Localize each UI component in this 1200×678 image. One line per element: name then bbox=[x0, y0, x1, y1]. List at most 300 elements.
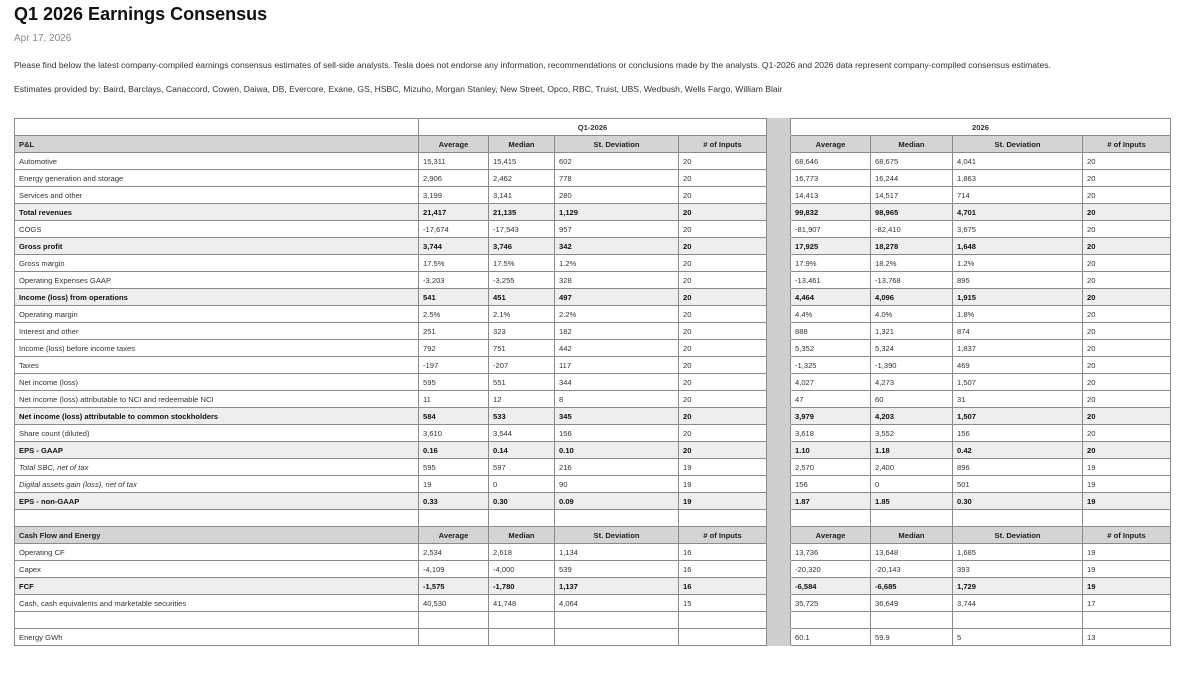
q1-median-value: 0.14 bbox=[489, 442, 555, 459]
section-title: Cash Flow and Energy bbox=[15, 527, 419, 544]
publish-date: Apr 17, 2026 bbox=[14, 33, 72, 44]
row-label: Net income (loss) bbox=[15, 374, 419, 391]
row-label: Share count (diluted) bbox=[15, 425, 419, 442]
table-row bbox=[15, 459, 1171, 476]
fy-std-deviation-value: 4,701 bbox=[953, 204, 1083, 221]
row-label: EPS - GAAP bbox=[15, 442, 419, 459]
fy-average-value: 17,925 bbox=[791, 238, 871, 255]
fy-input-count-value: 19 bbox=[1083, 544, 1171, 561]
q1-input-count-value: 19 bbox=[679, 493, 767, 510]
table-row bbox=[15, 323, 1171, 340]
q1-input-count-value: 20 bbox=[679, 323, 767, 340]
fy-median-value: 4.0% bbox=[871, 306, 953, 323]
fy-input-count-value: 17 bbox=[1083, 595, 1171, 612]
fy-average-value: 4,027 bbox=[791, 374, 871, 391]
fy-median-value: 4,273 bbox=[871, 374, 953, 391]
q1-std-deviation-value: 90 bbox=[555, 476, 679, 493]
row-label: Gross profit bbox=[15, 238, 419, 255]
fy-std-deviation-value: 1,915 bbox=[953, 289, 1083, 306]
fy-median-value: 18.2% bbox=[871, 255, 953, 272]
empty-cell bbox=[679, 612, 767, 629]
q1-median-value: 3,544 bbox=[489, 425, 555, 442]
q1-average-value bbox=[419, 629, 489, 646]
q1-median-value bbox=[489, 629, 555, 646]
column-header: # of Inputs bbox=[679, 136, 767, 153]
q1-median-value: 323 bbox=[489, 323, 555, 340]
q1-input-count-value: 20 bbox=[679, 442, 767, 459]
fy-input-count-value: 20 bbox=[1083, 374, 1171, 391]
fy-average-value: -6,584 bbox=[791, 578, 871, 595]
row-label: Operating Expenses GAAP bbox=[15, 272, 419, 289]
row-label: COGS bbox=[15, 221, 419, 238]
empty-cell bbox=[15, 510, 419, 527]
fy-median-value: 68,675 bbox=[871, 153, 953, 170]
column-header: Median bbox=[489, 527, 555, 544]
q1-average-value: -4,109 bbox=[419, 561, 489, 578]
column-gap bbox=[767, 204, 791, 221]
column-gap bbox=[767, 459, 791, 476]
fy-input-count-value: 20 bbox=[1083, 306, 1171, 323]
fy-average-value: 60.1 bbox=[791, 629, 871, 646]
fy-std-deviation-value: 1,648 bbox=[953, 238, 1083, 255]
q1-average-value: 792 bbox=[419, 340, 489, 357]
column-gap bbox=[767, 323, 791, 340]
row-label: Taxes bbox=[15, 357, 419, 374]
table-row bbox=[15, 391, 1171, 408]
q1-median-value: 597 bbox=[489, 459, 555, 476]
column-gap bbox=[767, 391, 791, 408]
fy-average-value: -20,320 bbox=[791, 561, 871, 578]
fy-std-deviation-value: 1,507 bbox=[953, 374, 1083, 391]
column-gap bbox=[767, 255, 791, 272]
fy-median-value: 1.18 bbox=[871, 442, 953, 459]
fy-input-count-value: 20 bbox=[1083, 442, 1171, 459]
table-row bbox=[15, 476, 1171, 493]
fy-std-deviation-value: 31 bbox=[953, 391, 1083, 408]
q1-input-count-value: 20 bbox=[679, 425, 767, 442]
fy-average-value: 3,979 bbox=[791, 408, 871, 425]
section-header-row bbox=[15, 527, 1171, 544]
fy-median-value: 4,096 bbox=[871, 289, 953, 306]
q1-average-value: 3,610 bbox=[419, 425, 489, 442]
q1-median-value: 17.5% bbox=[489, 255, 555, 272]
q1-median-value: -1,780 bbox=[489, 578, 555, 595]
fy-average-value: 2,570 bbox=[791, 459, 871, 476]
q1-input-count-value: 20 bbox=[679, 170, 767, 187]
page-title: Q1 2026 Earnings Consensus bbox=[14, 4, 268, 24]
q1-average-value: 3,199 bbox=[419, 187, 489, 204]
fy-median-value: 16,244 bbox=[871, 170, 953, 187]
fy-input-count-value: 20 bbox=[1083, 238, 1171, 255]
q1-average-value: -1,575 bbox=[419, 578, 489, 595]
fy-input-count-value: 20 bbox=[1083, 323, 1171, 340]
table-row bbox=[15, 544, 1171, 561]
row-label: Total revenues bbox=[15, 204, 419, 221]
estimates-provided-by: Estimates provided by: Baird, Barclays, Canaccord, Cowen, Daiwa, DB, Evercore, Exane, GS, HSBC, Mizuho, Morgan Stanley, New Street, Opco, RBC, Truist, UBS, Wedbush, Wells Fargo, William Blair bbox=[14, 84, 783, 94]
q1-input-count-value: 16 bbox=[679, 578, 767, 595]
q1-std-deviation-value: 497 bbox=[555, 289, 679, 306]
q1-average-value: 2,534 bbox=[419, 544, 489, 561]
fy-input-count-value: 20 bbox=[1083, 204, 1171, 221]
q1-input-count-value: 20 bbox=[679, 340, 767, 357]
q1-input-count-value: 19 bbox=[679, 476, 767, 493]
q1-average-value: 251 bbox=[419, 323, 489, 340]
q1-average-value: 11 bbox=[419, 391, 489, 408]
fy-median-value: -20,143 bbox=[871, 561, 953, 578]
q1-median-value: 2.1% bbox=[489, 306, 555, 323]
fy-median-value: 3,552 bbox=[871, 425, 953, 442]
fy-std-deviation-value: 156 bbox=[953, 425, 1083, 442]
fy-average-value: 16,773 bbox=[791, 170, 871, 187]
fy-median-value: 1.85 bbox=[871, 493, 953, 510]
q1-median-value: -17,543 bbox=[489, 221, 555, 238]
q1-average-value: 595 bbox=[419, 374, 489, 391]
fy-average-value: -1,325 bbox=[791, 357, 871, 374]
row-label: Net income (loss) attributable to common stockholders bbox=[15, 408, 419, 425]
q1-input-count-value bbox=[679, 629, 767, 646]
fy-average-value: 1.87 bbox=[791, 493, 871, 510]
column-gap bbox=[767, 306, 791, 323]
q1-input-count-value: 20 bbox=[679, 238, 767, 255]
q1-input-count-value: 20 bbox=[679, 374, 767, 391]
q1-median-value: -4,000 bbox=[489, 561, 555, 578]
column-gap bbox=[767, 170, 791, 187]
q1-std-deviation-value: 344 bbox=[555, 374, 679, 391]
q1-input-count-value: 15 bbox=[679, 595, 767, 612]
group-spacer-cell bbox=[15, 119, 419, 136]
table-row bbox=[15, 357, 1171, 374]
column-gap bbox=[767, 544, 791, 561]
q1-std-deviation-value: 0.10 bbox=[555, 442, 679, 459]
q1-median-value: -3,255 bbox=[489, 272, 555, 289]
q1-input-count-value: 20 bbox=[679, 306, 767, 323]
spacer-row bbox=[15, 510, 1171, 527]
q1-median-value: 551 bbox=[489, 374, 555, 391]
column-gap bbox=[767, 612, 791, 629]
column-gap bbox=[767, 595, 791, 612]
fy-std-deviation-value: 1,863 bbox=[953, 170, 1083, 187]
q1-std-deviation-value: 280 bbox=[555, 187, 679, 204]
q1-input-count-value: 20 bbox=[679, 255, 767, 272]
column-header: Average bbox=[419, 136, 489, 153]
fy-std-deviation-value: 896 bbox=[953, 459, 1083, 476]
group-label-q1-2026: Q1-2026 bbox=[419, 119, 767, 136]
table-row bbox=[15, 629, 1171, 646]
empty-cell bbox=[15, 612, 419, 629]
table-row bbox=[15, 289, 1171, 306]
fy-average-value: 35,725 bbox=[791, 595, 871, 612]
column-gap bbox=[767, 357, 791, 374]
fy-average-value: 888 bbox=[791, 323, 871, 340]
column-header: Average bbox=[791, 136, 871, 153]
fy-std-deviation-value: 1,837 bbox=[953, 340, 1083, 357]
q1-average-value: -197 bbox=[419, 357, 489, 374]
q1-input-count-value: 16 bbox=[679, 561, 767, 578]
column-gap bbox=[767, 136, 791, 153]
table-row bbox=[15, 374, 1171, 391]
q1-std-deviation-value: 2.2% bbox=[555, 306, 679, 323]
row-label: Operating CF bbox=[15, 544, 419, 561]
q1-average-value: 17.5% bbox=[419, 255, 489, 272]
row-label: Cash, cash equivalents and marketable securities bbox=[15, 595, 419, 612]
q1-average-value: 541 bbox=[419, 289, 489, 306]
q1-input-count-value: 19 bbox=[679, 459, 767, 476]
table-row bbox=[15, 493, 1171, 510]
q1-std-deviation-value: 1,129 bbox=[555, 204, 679, 221]
column-header: Median bbox=[489, 136, 555, 153]
q1-std-deviation-value: 1.2% bbox=[555, 255, 679, 272]
consensus-table-body bbox=[15, 119, 1171, 646]
fy-average-value: 5,352 bbox=[791, 340, 871, 357]
q1-median-value: 3,746 bbox=[489, 238, 555, 255]
empty-cell bbox=[871, 510, 953, 527]
row-label: Gross margin bbox=[15, 255, 419, 272]
column-gap bbox=[767, 561, 791, 578]
fy-std-deviation-value: 1,729 bbox=[953, 578, 1083, 595]
table-row bbox=[15, 204, 1171, 221]
row-label: Automotive bbox=[15, 153, 419, 170]
fy-median-value: -82,410 bbox=[871, 221, 953, 238]
q1-average-value: 2.5% bbox=[419, 306, 489, 323]
q1-average-value: -3,203 bbox=[419, 272, 489, 289]
fy-input-count-value: 20 bbox=[1083, 187, 1171, 204]
fy-median-value: 60 bbox=[871, 391, 953, 408]
fy-std-deviation-value: 1.8% bbox=[953, 306, 1083, 323]
row-label: Net income (loss) attributable to NCI and redeemable NCI bbox=[15, 391, 419, 408]
table-row bbox=[15, 221, 1171, 238]
q1-average-value: 3,744 bbox=[419, 238, 489, 255]
table-row bbox=[15, 170, 1171, 187]
column-gap bbox=[767, 510, 791, 527]
q1-median-value: 0.30 bbox=[489, 493, 555, 510]
q1-median-value: 15,415 bbox=[489, 153, 555, 170]
fy-std-deviation-value: 874 bbox=[953, 323, 1083, 340]
q1-std-deviation-value: 539 bbox=[555, 561, 679, 578]
group-label-2026: 2026 bbox=[791, 119, 1171, 136]
q1-median-value: 0 bbox=[489, 476, 555, 493]
q1-median-value: 2,462 bbox=[489, 170, 555, 187]
column-header: St. Deviation bbox=[555, 136, 679, 153]
q1-median-value: 3,141 bbox=[489, 187, 555, 204]
column-gap bbox=[767, 493, 791, 510]
row-label: Income (loss) before income taxes bbox=[15, 340, 419, 357]
empty-cell bbox=[871, 612, 953, 629]
fy-std-deviation-value: 501 bbox=[953, 476, 1083, 493]
fy-average-value: 68,646 bbox=[791, 153, 871, 170]
fy-input-count-value: 20 bbox=[1083, 425, 1171, 442]
section-title: P&L bbox=[15, 136, 419, 153]
fy-std-deviation-value: 1,507 bbox=[953, 408, 1083, 425]
empty-cell bbox=[791, 612, 871, 629]
table-row bbox=[15, 238, 1171, 255]
q1-average-value: 40,530 bbox=[419, 595, 489, 612]
table-row bbox=[15, 272, 1171, 289]
q1-median-value: 533 bbox=[489, 408, 555, 425]
column-header: # of Inputs bbox=[679, 527, 767, 544]
q1-average-value: 0.16 bbox=[419, 442, 489, 459]
table-row bbox=[15, 153, 1171, 170]
row-label: Income (loss) from operations bbox=[15, 289, 419, 306]
fy-std-deviation-value: 0.30 bbox=[953, 493, 1083, 510]
row-label: FCF bbox=[15, 578, 419, 595]
fy-input-count-value: 20 bbox=[1083, 357, 1171, 374]
empty-cell bbox=[419, 510, 489, 527]
fy-std-deviation-value: 1.2% bbox=[953, 255, 1083, 272]
fy-average-value: 1.10 bbox=[791, 442, 871, 459]
fy-median-value: 36,649 bbox=[871, 595, 953, 612]
q1-input-count-value: 20 bbox=[679, 357, 767, 374]
fy-median-value: 98,965 bbox=[871, 204, 953, 221]
empty-cell bbox=[489, 510, 555, 527]
fy-input-count-value: 20 bbox=[1083, 255, 1171, 272]
q1-average-value: 2,906 bbox=[419, 170, 489, 187]
row-label: EPS - non-GAAP bbox=[15, 493, 419, 510]
q1-median-value: 12 bbox=[489, 391, 555, 408]
q1-std-deviation-value: 442 bbox=[555, 340, 679, 357]
column-gap bbox=[767, 289, 791, 306]
q1-input-count-value: 20 bbox=[679, 153, 767, 170]
fy-input-count-value: 20 bbox=[1083, 391, 1171, 408]
column-gap bbox=[767, 476, 791, 493]
empty-cell bbox=[1083, 612, 1171, 629]
empty-cell bbox=[419, 612, 489, 629]
table-row bbox=[15, 408, 1171, 425]
q1-input-count-value: 20 bbox=[679, 187, 767, 204]
q1-std-deviation-value: 182 bbox=[555, 323, 679, 340]
fy-median-value: -13,768 bbox=[871, 272, 953, 289]
fy-input-count-value: 20 bbox=[1083, 289, 1171, 306]
fy-median-value: 59.9 bbox=[871, 629, 953, 646]
column-gap bbox=[767, 340, 791, 357]
empty-cell bbox=[953, 612, 1083, 629]
table-row bbox=[15, 306, 1171, 323]
column-gap bbox=[767, 374, 791, 391]
column-header: Median bbox=[871, 136, 953, 153]
q1-std-deviation-value: 602 bbox=[555, 153, 679, 170]
q1-std-deviation-value: 1,134 bbox=[555, 544, 679, 561]
row-label: Operating margin bbox=[15, 306, 419, 323]
fy-average-value: 156 bbox=[791, 476, 871, 493]
q1-average-value: 584 bbox=[419, 408, 489, 425]
fy-input-count-value: 13 bbox=[1083, 629, 1171, 646]
consensus-table bbox=[14, 118, 1171, 646]
fy-average-value: 4.4% bbox=[791, 306, 871, 323]
empty-cell bbox=[953, 510, 1083, 527]
column-gap bbox=[767, 238, 791, 255]
q1-input-count-value: 20 bbox=[679, 408, 767, 425]
empty-cell bbox=[679, 510, 767, 527]
column-gap bbox=[767, 527, 791, 544]
q1-std-deviation-value: 345 bbox=[555, 408, 679, 425]
fy-median-value: 2,400 bbox=[871, 459, 953, 476]
fy-input-count-value: 19 bbox=[1083, 578, 1171, 595]
fy-input-count-value: 20 bbox=[1083, 221, 1171, 238]
q1-median-value: 21,135 bbox=[489, 204, 555, 221]
fy-std-deviation-value: 714 bbox=[953, 187, 1083, 204]
column-header: Median bbox=[871, 527, 953, 544]
fy-average-value: 99,832 bbox=[791, 204, 871, 221]
q1-std-deviation-value: 957 bbox=[555, 221, 679, 238]
fy-median-value: 1,321 bbox=[871, 323, 953, 340]
column-header: # of Inputs bbox=[1083, 527, 1171, 544]
intro-paragraph: Please find below the latest company-compiled earnings consensus estimates of sell-side analysts. Tesla does not endorse any information, recommendations or conclusions made by the analysts. Q1-2026 and 2026 data represent company-compiled consensus estimates. bbox=[14, 60, 1051, 70]
column-header: Average bbox=[419, 527, 489, 544]
fy-input-count-value: 19 bbox=[1083, 561, 1171, 578]
row-label: Capex bbox=[15, 561, 419, 578]
q1-std-deviation-value bbox=[555, 629, 679, 646]
q1-std-deviation-value: 342 bbox=[555, 238, 679, 255]
section-header-row bbox=[15, 136, 1171, 153]
q1-average-value: 21,417 bbox=[419, 204, 489, 221]
q1-median-value: 451 bbox=[489, 289, 555, 306]
empty-cell bbox=[555, 510, 679, 527]
row-label: Interest and other bbox=[15, 323, 419, 340]
fy-std-deviation-value: 1,685 bbox=[953, 544, 1083, 561]
fy-median-value: -1,390 bbox=[871, 357, 953, 374]
fy-average-value: -81,907 bbox=[791, 221, 871, 238]
q1-median-value: 2,618 bbox=[489, 544, 555, 561]
fy-std-deviation-value: 895 bbox=[953, 272, 1083, 289]
fy-input-count-value: 19 bbox=[1083, 493, 1171, 510]
q1-std-deviation-value: 216 bbox=[555, 459, 679, 476]
column-gap bbox=[767, 272, 791, 289]
fy-median-value: 0 bbox=[871, 476, 953, 493]
table-row bbox=[15, 578, 1171, 595]
fy-median-value: 5,324 bbox=[871, 340, 953, 357]
q1-std-deviation-value: 8 bbox=[555, 391, 679, 408]
column-gap bbox=[767, 408, 791, 425]
q1-average-value: 19 bbox=[419, 476, 489, 493]
q1-average-value: 0.33 bbox=[419, 493, 489, 510]
fy-std-deviation-value: 3,675 bbox=[953, 221, 1083, 238]
q1-input-count-value: 20 bbox=[679, 289, 767, 306]
q1-std-deviation-value: 328 bbox=[555, 272, 679, 289]
spacer-row bbox=[15, 612, 1171, 629]
fy-input-count-value: 20 bbox=[1083, 408, 1171, 425]
column-header: # of Inputs bbox=[1083, 136, 1171, 153]
q1-median-value: -207 bbox=[489, 357, 555, 374]
column-header: Average bbox=[791, 527, 871, 544]
fy-std-deviation-value: 469 bbox=[953, 357, 1083, 374]
q1-input-count-value: 20 bbox=[679, 221, 767, 238]
q1-std-deviation-value: 4,064 bbox=[555, 595, 679, 612]
q1-std-deviation-value: 778 bbox=[555, 170, 679, 187]
table-row bbox=[15, 187, 1171, 204]
row-label: Digital assets gain (loss), net of tax bbox=[15, 476, 419, 493]
fy-std-deviation-value: 4,041 bbox=[953, 153, 1083, 170]
fy-std-deviation-value: 3,744 bbox=[953, 595, 1083, 612]
table-row bbox=[15, 425, 1171, 442]
fy-median-value: -6,685 bbox=[871, 578, 953, 595]
table-row bbox=[15, 442, 1171, 459]
q1-input-count-value: 20 bbox=[679, 204, 767, 221]
fy-input-count-value: 20 bbox=[1083, 170, 1171, 187]
column-header: St. Deviation bbox=[953, 527, 1083, 544]
fy-std-deviation-value: 393 bbox=[953, 561, 1083, 578]
empty-cell bbox=[1083, 510, 1171, 527]
fy-average-value: 17.9% bbox=[791, 255, 871, 272]
q1-input-count-value: 20 bbox=[679, 391, 767, 408]
column-gap bbox=[767, 578, 791, 595]
table-row bbox=[15, 255, 1171, 272]
q1-input-count-value: 20 bbox=[679, 272, 767, 289]
table-row bbox=[15, 340, 1171, 357]
column-gap bbox=[767, 629, 791, 646]
row-label: Total SBC, net of tax bbox=[15, 459, 419, 476]
row-label: Energy GWh bbox=[15, 629, 419, 646]
row-label: Energy generation and storage bbox=[15, 170, 419, 187]
fy-input-count-value: 19 bbox=[1083, 459, 1171, 476]
